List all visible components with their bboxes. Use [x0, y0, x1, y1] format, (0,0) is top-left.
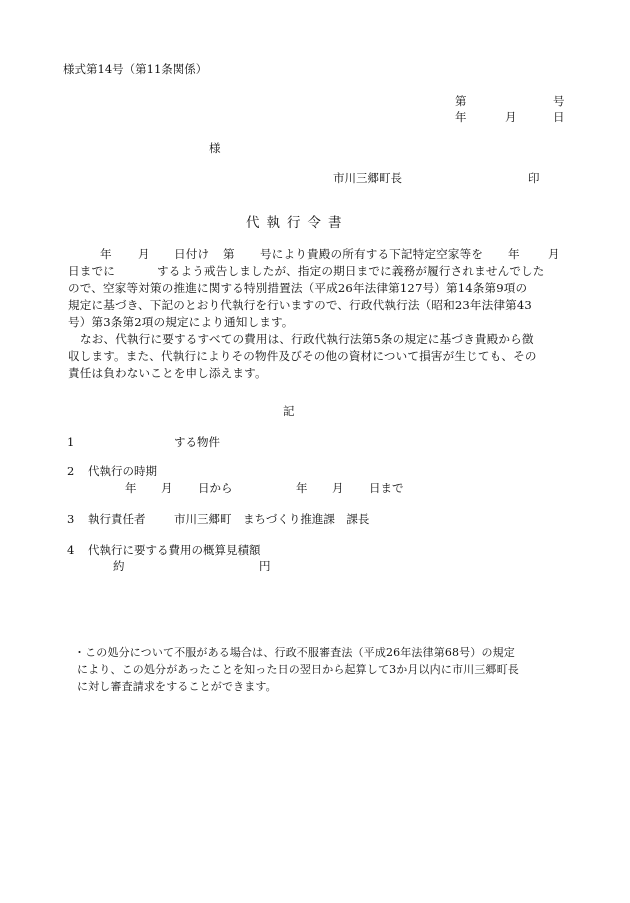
- addressee-suffix: 様: [209, 141, 221, 155]
- item2-to-year: 年: [296, 481, 308, 495]
- item4-yen: 円: [259, 559, 271, 573]
- date-day: 日: [553, 110, 565, 124]
- body-line2-rest: するよう戒告しましたが、指定の期日までに義務が履行されませんでした: [157, 264, 545, 278]
- note-line3: に対し審査請求をすることができます。: [77, 680, 277, 693]
- body-dated: 日付け: [174, 247, 210, 261]
- item2-label: 代執行の時期: [88, 464, 157, 478]
- ki-heading: 記: [283, 404, 295, 418]
- body-line1-rest: 号により貴殿の所有する下記特定空家等を: [260, 247, 484, 261]
- body-p2-line2: 収します。また、代執行によりその物件及びその他の資材について損害が生じても、その: [68, 349, 537, 363]
- body-month: 月: [138, 247, 150, 261]
- item2-to-day: 日まで: [369, 481, 404, 495]
- item4-approx: 約: [113, 559, 125, 573]
- body-month2: 月: [548, 247, 560, 261]
- doc-number-go: 号: [553, 94, 565, 108]
- body-year2: 年: [508, 247, 520, 261]
- date-year: 年: [455, 110, 467, 124]
- item4-label: 代執行に要する費用の概算見積額: [88, 543, 261, 557]
- note-line2: により、この処分があったことを知った日の翌日から起算して3か月以内に市川三郷町長: [77, 663, 519, 676]
- body-line5: 号）第3条第2項の規定により通知します。: [68, 315, 294, 329]
- item1-label: する物件: [174, 435, 220, 449]
- item4-number: 4: [67, 543, 75, 557]
- item1-number: 1: [67, 435, 75, 449]
- document-title: 代執行令書: [246, 215, 349, 231]
- issuer-seal: 印: [528, 171, 540, 185]
- body-dai: 第: [223, 247, 235, 261]
- note-line1: ・この処分について不服がある場合は、行政不服審査法（平成26年法律第68号）の規定: [74, 646, 515, 659]
- body-p2-line1: なお、代執行に要するすべての費用は、行政代執行法第5条の規定に基づき貴殿から徴: [80, 332, 534, 346]
- item3-value: 市川三郷町 まちづくり推進課 課長: [174, 512, 370, 526]
- item2-from-year: 年: [125, 481, 137, 495]
- body-year: 年: [100, 247, 112, 261]
- doc-number-dai: 第: [455, 94, 467, 108]
- item2-from-day: 日から: [198, 481, 233, 495]
- date-month: 月: [505, 110, 517, 124]
- item2-to-month: 月: [332, 481, 344, 495]
- form-label: 様式第14号（第11条関係）: [63, 62, 208, 76]
- body-line3: ので、空家等対策の推進に関する特別措置法（平成26年法律第127号）第14条第9項の: [68, 281, 528, 295]
- item3-number: 3: [67, 512, 75, 526]
- item2-from-month: 月: [161, 481, 173, 495]
- body-p2-line3: 責任は負わないことを申し添えます。: [68, 366, 267, 380]
- item2-number: 2: [67, 464, 75, 478]
- issuer-name: 市川三郷町長: [333, 171, 402, 185]
- item3-label: 執行責任者: [88, 512, 146, 526]
- body-line2-start: 日までに: [68, 264, 115, 278]
- body-line4: 規定に基づき、下記のとおり代執行を行いますので、行政代執行法（昭和23年法律第43: [68, 298, 532, 312]
